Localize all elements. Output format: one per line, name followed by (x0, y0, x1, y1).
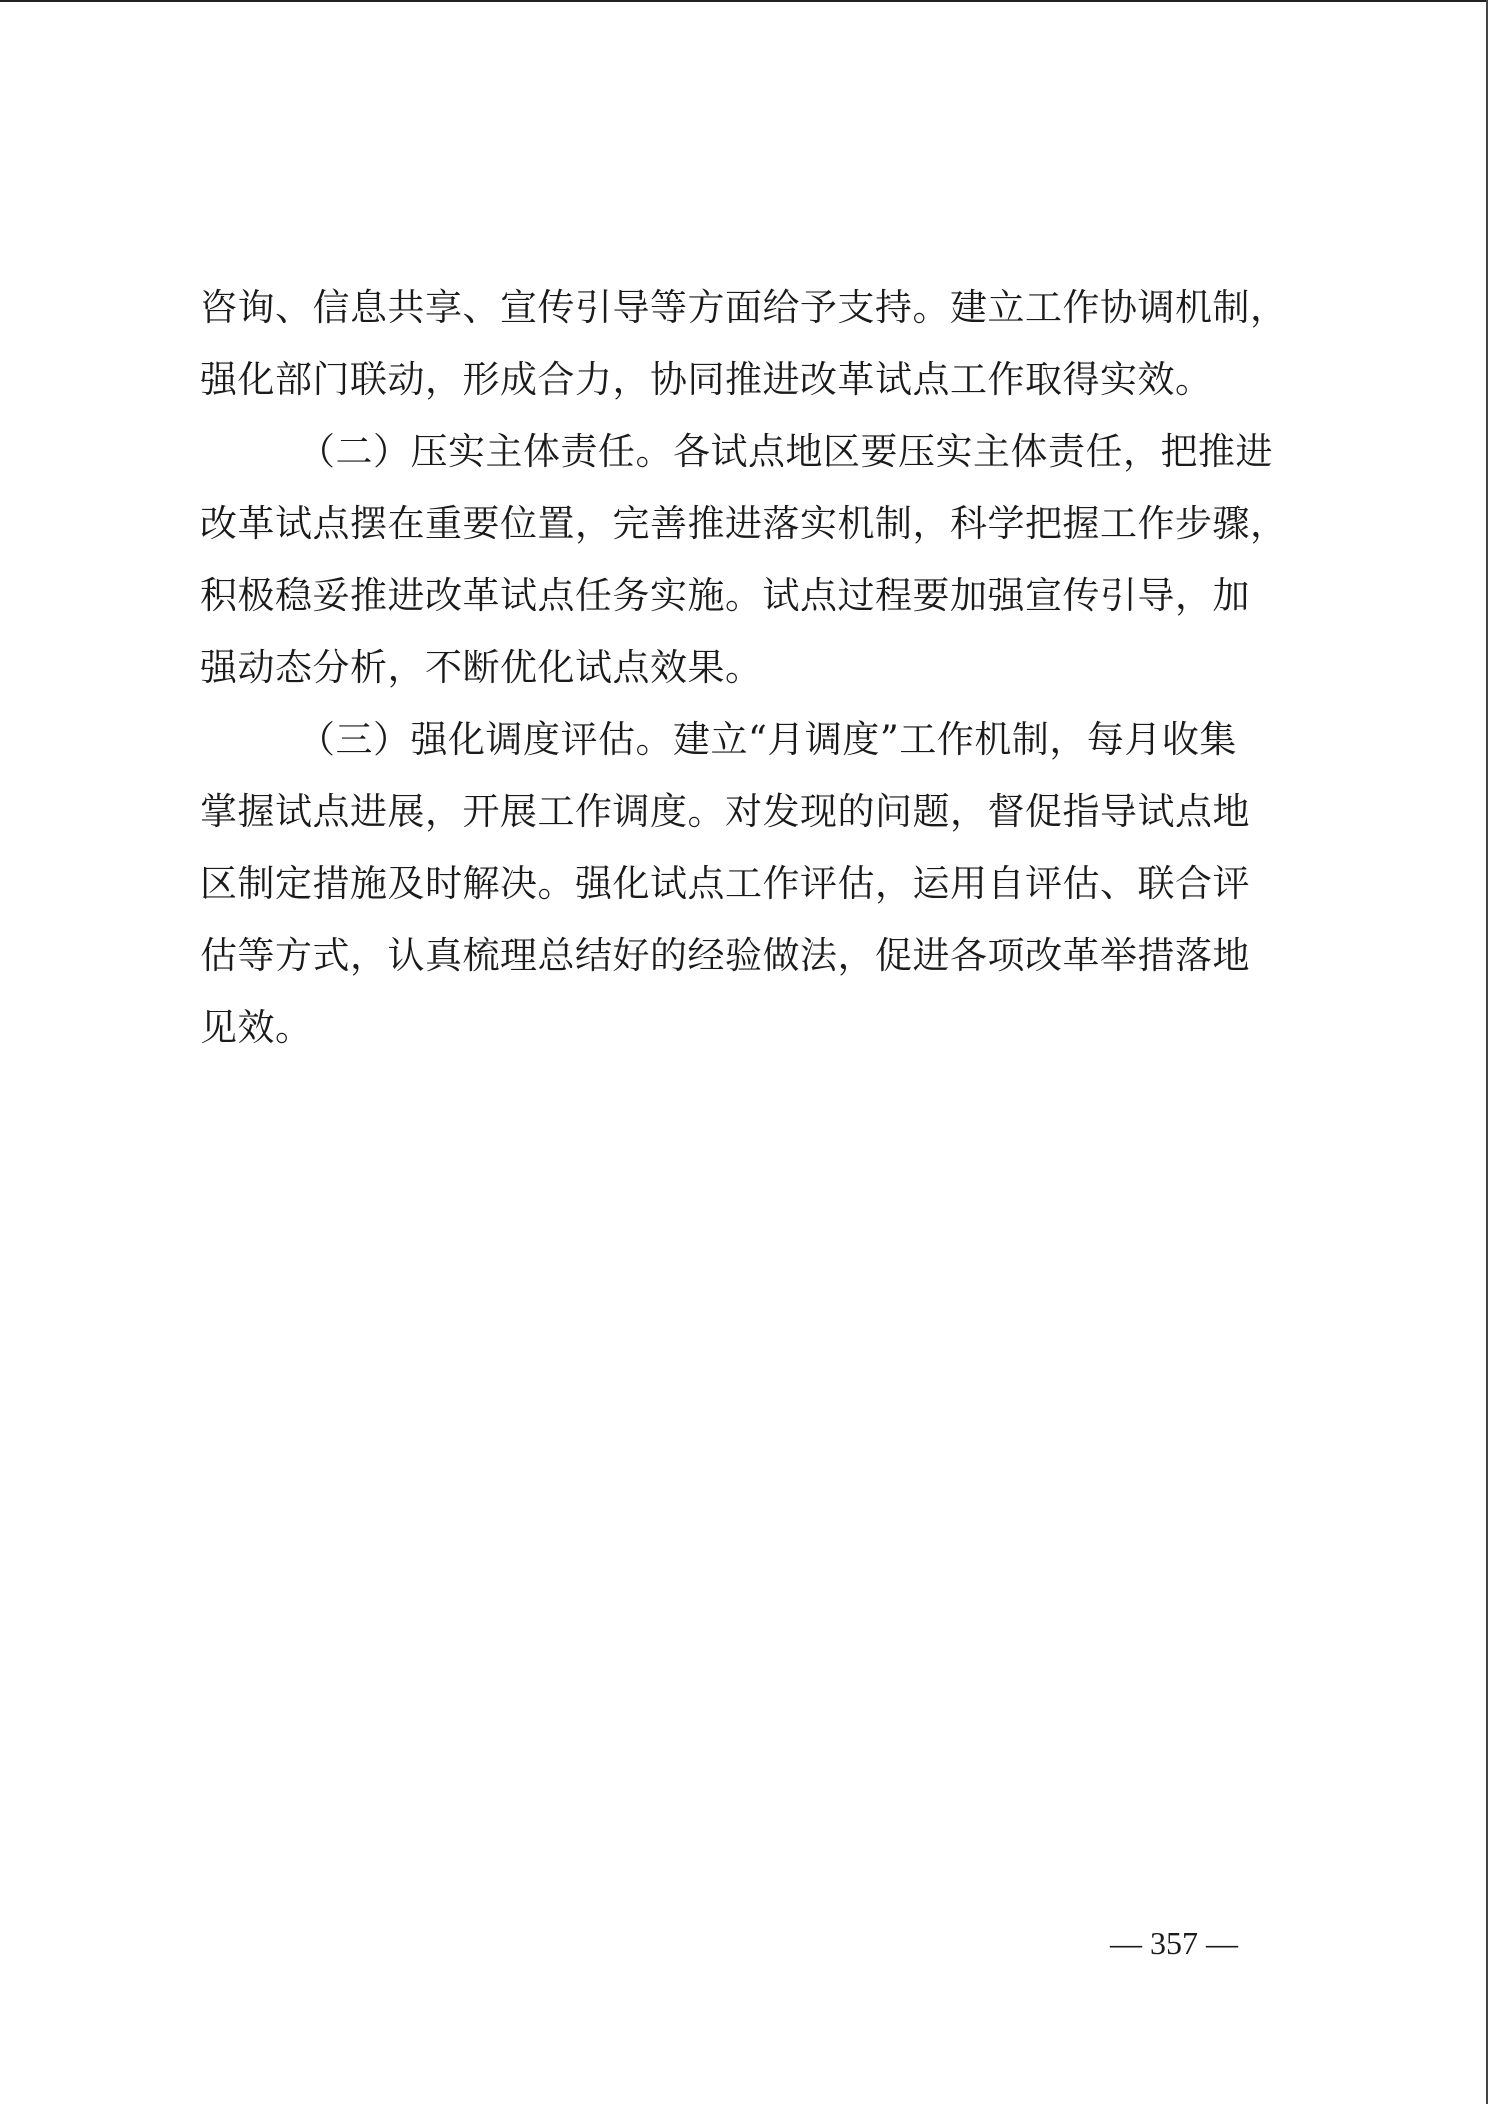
body-line: 估等方式，认真梳理总结好的经验做法，促进各项改革举措落地 (200, 934, 1250, 977)
body-line: 强化部门联动，形成合力，协同推进改革试点工作取得实效。 (200, 358, 1213, 401)
body-line: 改革试点摆在重要位置，完善推进落实机制，科学把握工作步骤， (200, 502, 1288, 545)
body-line: 强动态分析，不断优化试点效果。 (200, 646, 763, 689)
page-top-border (0, 0, 1488, 2)
body-line: 区制定措施及时解决。强化试点工作评估，运用自评估、联合评 (200, 862, 1250, 905)
section-heading-line: （二）压实主体责任。各试点地区要压实主体责任，把推进 (298, 430, 1273, 473)
body-line: 积极稳妥推进改革试点任务实施。试点过程要加强宣传引导，加 (200, 574, 1250, 617)
body-line: 掌握试点进展，开展工作调度。对发现的问题，督促指导试点地 (200, 790, 1250, 833)
body-line: 见效。 (200, 1006, 313, 1049)
document-body (200, 272, 1310, 1064)
body-line: 咨询、信息共享、宣传引导等方面给予支持。建立工作协调机制， (200, 286, 1288, 329)
section-heading-line: （三）强化调度评估。建立“月调度”工作机制，每月收集 (298, 718, 1237, 761)
page-number: — 357 — (1110, 1925, 1238, 1961)
